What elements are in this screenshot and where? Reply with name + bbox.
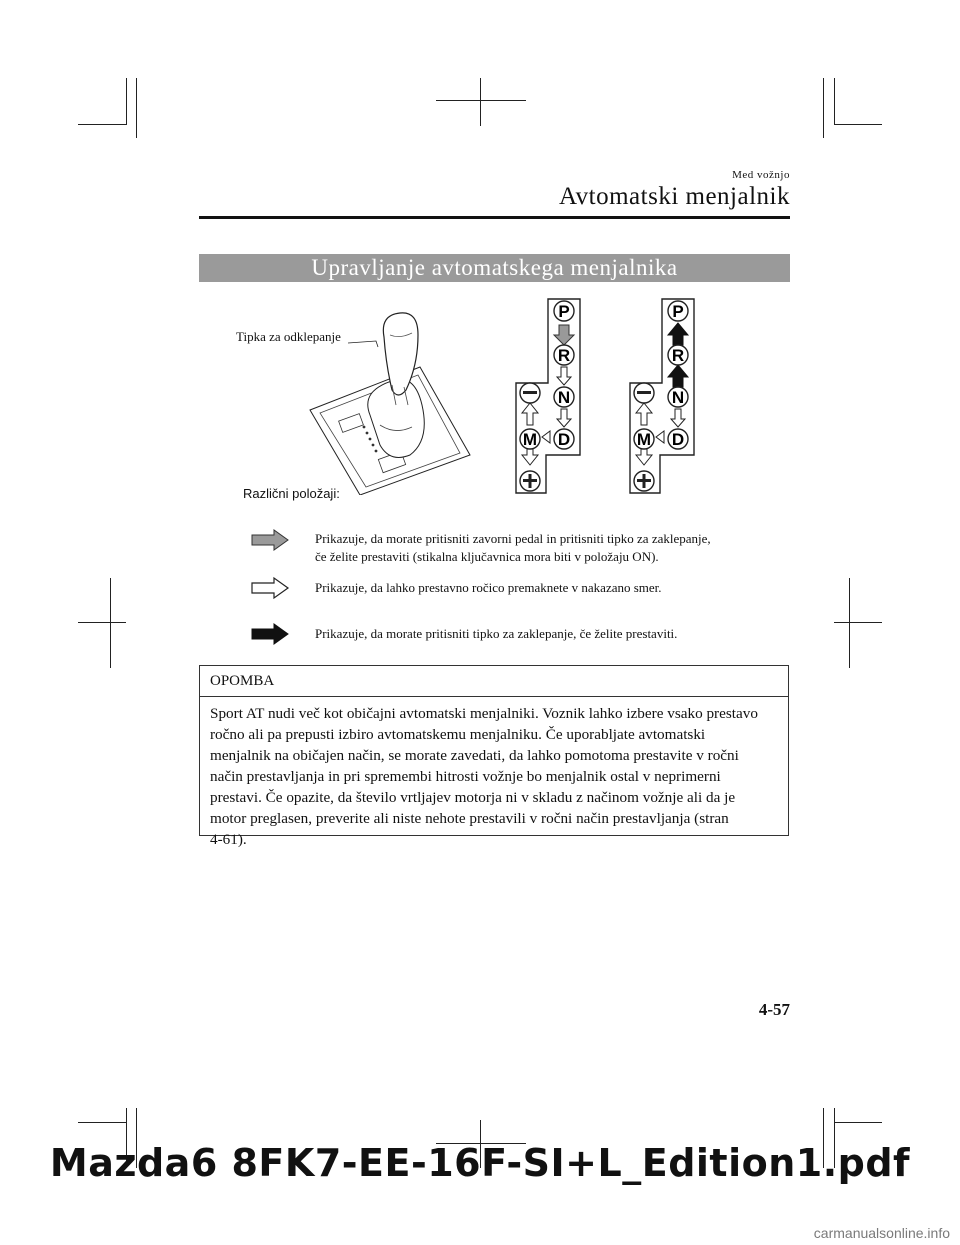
figure-callout-unlock-button: Tipka za odklepanje: [236, 329, 341, 344]
note-heading: OPOMBA: [200, 666, 788, 697]
gate-letter-n: N: [671, 388, 685, 407]
gate-letter-r: R: [557, 346, 571, 365]
footer-filename: Mazda6 8FK7-EE-16F-SI+L_Edition1.pdf: [49, 1141, 911, 1185]
legend-item-black: Prikazuje, da morate pritisniti tipko za zaklepanje, če želite prestaviti.: [315, 626, 678, 641]
gate-letter-m: M: [522, 430, 538, 449]
page-number: 4-57: [758, 1000, 790, 1019]
positions-label: Različni položaji:: [243, 486, 340, 501]
shifter-illustration: [300, 305, 480, 495]
gate-letter-d: D: [671, 430, 685, 449]
gate-letter-r: R: [671, 346, 685, 365]
header-section: Med vožnjo: [732, 169, 790, 181]
note-box: [199, 665, 789, 848]
shift-gate-diagram-gray: [510, 295, 590, 495]
header-chapter-title: Avtomatski menjalnik: [558, 183, 790, 210]
gate-letter-d: D: [557, 430, 571, 449]
gray-arrow-icon: [250, 528, 290, 552]
outline-arrow-icon: [250, 576, 290, 600]
gate-letter-p: P: [558, 302, 570, 321]
gate-letter-m: M: [636, 430, 652, 449]
legend-item-gray: Prikazuje, da morate pritisniti zavorni pedal in pritisniti tipko za zaklepanje, če želite prestaviti (stikalna ključavnica mora biti v položaju ON).: [315, 531, 711, 564]
section-title: Upravljanje avtomatskega menjalnika: [199, 254, 790, 282]
legend-item-outline: Prikazuje, da lahko prestavno ročico premaknete v nakazano smer.: [315, 580, 662, 595]
black-arrow-icon: [250, 622, 290, 646]
note-body: Sport AT nudi več kot običajni avtomatski menjalniki. Voznik lahko izbere vsako prestavo ročno ali pa prepusti izbiro avtomatskemu menjalniku. Če uporabljate avtomatski menjalnik na običajen način, se morate zavedati, da lahko pomotoma prestavite v ročni način prestavljanja in pri spremembi hitrosti vožnje bo menjalnik ostal v neprimerni prestavi. Če opazite, da število vrtljajev motorja ni v skladu z načinom vožnje ali da je motor preglasen, preverite ali niste nehote prestavili v ročni način prestavljanja (stran 4-61).: [210, 705, 758, 848]
watermark: carmanualsonline.info: [813, 1225, 950, 1241]
gate-letter-n: N: [557, 388, 571, 407]
header-rule: [199, 216, 790, 219]
shift-gate-diagram-black: [624, 295, 704, 495]
gate-letter-p: P: [672, 302, 684, 321]
